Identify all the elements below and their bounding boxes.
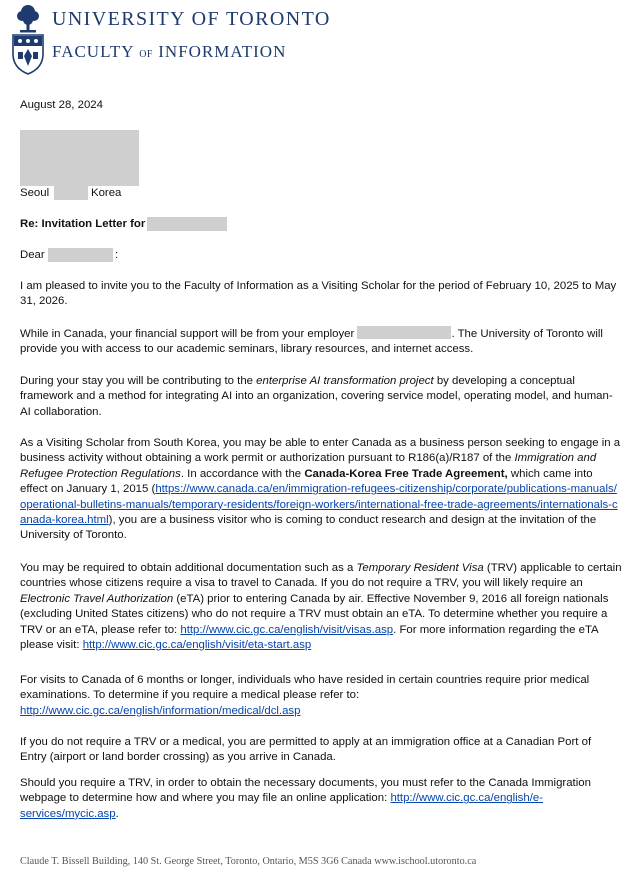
paragraph-port-of-entry: If you do not require a TRV or a medical, you are permitted to apply at an immigration office at a Canadian Port of Entry (airport or land border crossing) as you arrive in Canada. bbox=[20, 736, 592, 764]
paragraph-online-application: Should you require a TRV, in order to obtain the necessary documents, you must refer to the Canada Immigration webpage to determine how and where you may file an online application: http://www.cic.gc.ca/english/e-services/mycic.asp. bbox=[20, 777, 591, 820]
paragraph-trv-eta: You may be required to obtain additional documentation such as a Temporary Resident Visa (TRV) applicable to certain countries whose citizens require a visa to travel to Canada. If you do not require a TRV, you will likely require an Electronic Travel Authorization (eTA) prior to entering Canada by air. Effective November 9, 2016 all foreign nationals (excluding United States citizens) who do not require a TRV must obtain an eTA. To determine whether you require a TRV or an eTA, please refer to: http://www.cic.gc.ca/english/visit/visas.asp. For more information regarding the eTA please visit: http://www.cic.gc.ca/english/visit/eta-start.asp bbox=[20, 562, 622, 652]
redacted-name bbox=[147, 217, 227, 231]
redacted-name bbox=[48, 248, 113, 262]
university-crest-icon bbox=[10, 2, 46, 76]
link-medical[interactable]: http://www.cic.gc.ca/english/information/medical/dcl.asp bbox=[20, 704, 301, 717]
paragraph-project: During your stay you will be contributing to the enterprise AI transformation project by developing a conceptual framework and a method for integrating AI into an organization, covering service model, operating model, and human-AI collaboration. bbox=[20, 375, 613, 418]
salutation: Dear bbox=[20, 249, 45, 261]
paragraph-financial-support: While in Canada, your financial support will be from your employer . The University of Toronto will provide you with access to our academic seminars, library resources, and internet access. bbox=[20, 328, 603, 356]
link-eta-start[interactable]: http://www.cic.gc.ca/english/visit/eta-start.asp bbox=[82, 639, 312, 652]
redacted-address bbox=[54, 186, 88, 200]
address-city: Seoul bbox=[20, 187, 50, 199]
letter-footer-address: Claude T. Bissell Building, 140 St. George Street, Toronto, Ontario, M5S 3G6 Canada www.ischool.utoronto.ca bbox=[20, 856, 477, 867]
paragraph-invitation: I am pleased to invite you to the Faculty of Information as a Visiting Scholar for the period of February 10, 2025 to May 31, 2026. bbox=[20, 280, 617, 308]
redacted-employer bbox=[357, 326, 451, 339]
faculty-name: FACULTY OF INFORMATION bbox=[52, 42, 287, 61]
paragraph-business-visitor: As a Visiting Scholar from South Korea, you may be able to enter Canada as a business person seeking to engage in a business activity without obtaining a work permit or authorization pursuant to R186(a)/R187 of the Immigration and Refugee Protection Regulations. In accordance with the Canada-Korea Free Trade Agreement, which came into effect on January 1, 2015 (https://www.canada.ca/en/immigration-refugees-citizenship/corporate/publications-manuals/operational-bulletins-manuals/temporary-residents/foreign-workers/international-free-trade-agreements/internationals-canada-korea.html), you are a business visitor who is coming to conduct research and design at the invitation of the University of Toronto. bbox=[20, 437, 621, 542]
letter-date: August 28, 2024 bbox=[20, 99, 103, 111]
link-free-trade-agreement[interactable]: https://www.canada.ca/en/immigration-refugees-citizenship/corporate/publications-manuals/operational-bulletins-manuals/temporary-residents/foreign-workers/international-free-trade-agreements/internationals-canada-korea.html bbox=[20, 483, 618, 527]
link-visas[interactable]: http://www.cic.gc.ca/english/visit/visas.asp bbox=[180, 623, 394, 636]
address-country: Korea bbox=[91, 187, 122, 199]
redacted-recipient-name bbox=[20, 130, 139, 186]
salutation-colon: : bbox=[115, 249, 119, 261]
university-name: UNIVERSITY OF TORONTO bbox=[52, 8, 331, 30]
link-mycic[interactable]: http://www.cic.gc.ca/english/e-services/mycic.asp bbox=[20, 792, 544, 820]
re-line: Re: Invitation Letter for bbox=[20, 218, 146, 230]
paragraph-medical: For visits to Canada of 6 months or longer, individuals who have resided in certain countries require prior medical examinations. To determine if you require a medical please refer to: http://www.cic.gc.ca/english/information/medical/dcl.asp bbox=[20, 674, 590, 717]
